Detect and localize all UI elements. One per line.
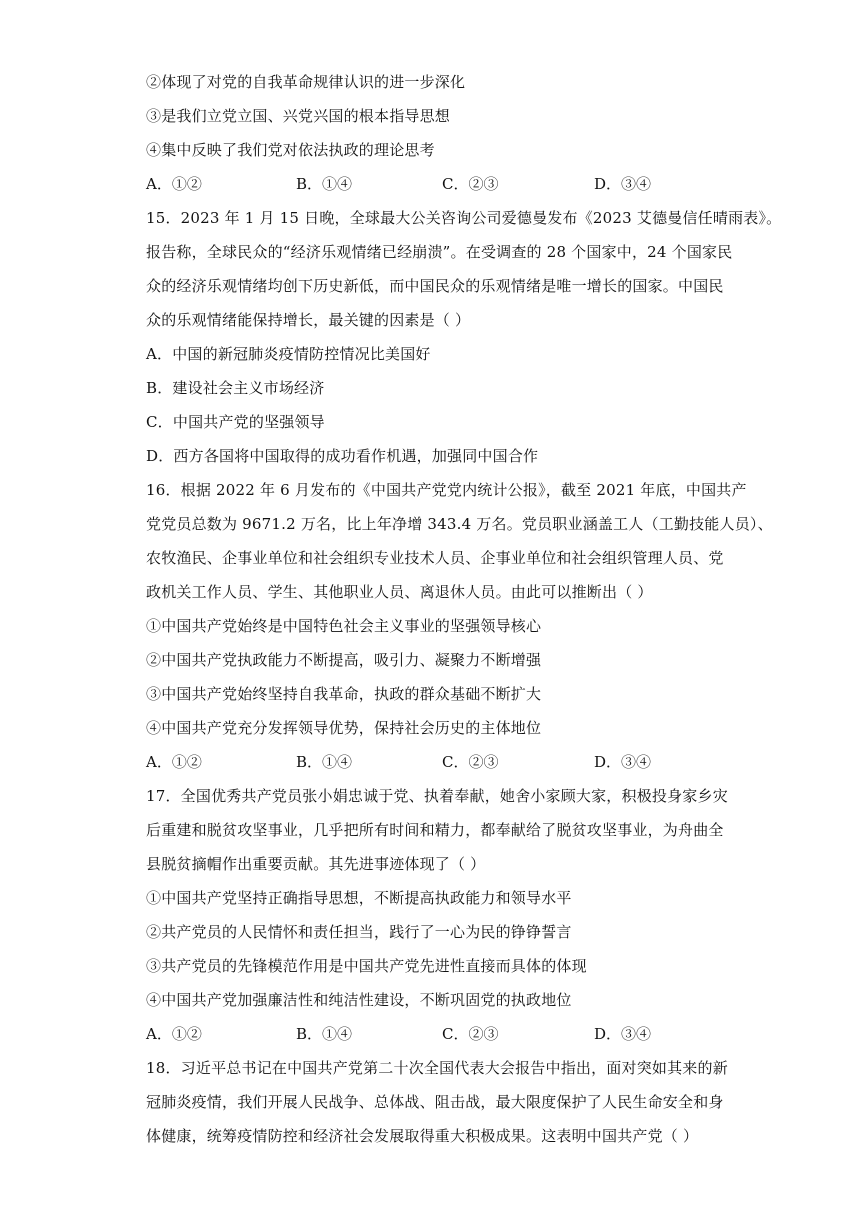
q16-stem-line-1: 16．根据 2022 年 6 月发布的《中国共产党党内统计公报》，截至 2021 年底，中国共产 [146, 481, 747, 499]
q16-option-b: B．①④ [296, 753, 353, 771]
q17-item-4: ④中国共产党加强廉洁性和纯洁性建设，不断巩固党的执政地位 [146, 991, 572, 1009]
q14-option-b: B．①④ [296, 175, 353, 193]
q16-stem-line-4: 政机关工作人员、学生、其他职业人员、离退休人员。由此可以推断出（ ） [146, 583, 653, 601]
q16-stem-line-2: 党党员总数为 9671.2 万名，比上年净增 343.4 万名。党员职业涵盖工人（工勤技能人员）、 [146, 515, 773, 533]
q17-stem-line-1: 17．全国优秀共产党员张小娟忠诚于党、执着奉献，她舍小家顾大家，积极投身家乡灾 [146, 787, 728, 805]
q16-stem-line-3: 农牧渔民、企事业单位和社会组织专业技术人员、企事业单位和社会组织管理人员、党 [146, 549, 724, 567]
q16-item-2: ②中国共产党执政能力不断提高，吸引力、凝聚力不断增强 [146, 651, 542, 669]
q14-item-3: ③是我们立党立国、兴党兴国的根本指导思想 [146, 107, 451, 125]
q16-item-1: ①中国共产党始终是中国特色社会主义事业的坚强领导核心 [146, 617, 542, 635]
q14-item-2: ②体现了对党的自我革命规律认识的进一步深化 [146, 73, 466, 91]
q17-option-c: C．②③ [442, 1025, 499, 1043]
q17-item-2: ②共产党员的人民情怀和责任担当，践行了一心为民的铮铮誓言 [146, 923, 572, 941]
q15-option-d: D．西方各国将中国取得的成功看作机遇，加强同中国合作 [146, 447, 539, 465]
q16-option-d: D．③④ [594, 753, 652, 771]
q18-stem-line-1: 18．习近平总书记在中国共产党第二十次全国代表大会报告中指出，面对突如其来的新 [146, 1059, 728, 1077]
q15-option-a: A．中国的新冠肺炎疫情防控情况比美国好 [146, 345, 431, 363]
q15-stem-line-2: 报告称，全球民众的“经济乐观情绪已经崩溃”。在受调查的 28 个国家中，24 个国家民 [146, 243, 733, 261]
q17-option-d: D．③④ [594, 1025, 652, 1043]
q15-option-b: B．建设社会主义市场经济 [146, 379, 325, 397]
q16-item-3: ③中国共产党始终坚持自我革命，执政的群众基础不断扩大 [146, 685, 542, 703]
q14-option-c: C．②③ [442, 175, 499, 193]
q17-option-a: A．①② [146, 1025, 202, 1043]
q15-option-c: C．中国共产党的坚强领导 [146, 413, 325, 431]
q16-item-4: ④中国共产党充分发挥领导优势，保持社会历史的主体地位 [146, 719, 542, 737]
q17-item-1: ①中国共产党坚持正确指导思想，不断提高执政能力和领导水平 [146, 889, 572, 907]
q17-option-b: B．①④ [296, 1025, 353, 1043]
q16-option-c: C．②③ [442, 753, 499, 771]
q17-stem-line-3: 县脱贫摘帽作出重要贡献。其先进事迹体现了（ ） [146, 855, 486, 873]
q14-item-4: ④集中反映了我们党对依法执政的理论思考 [146, 141, 435, 159]
q15-stem-line-1: 15．2023 年 1 月 15 日晚，全球最大公关咨询公司爱德曼发布《2023 艾德曼信任晴雨表》。 [146, 209, 782, 227]
q18-stem-line-3: 体健康，统筹疫情防控和经济社会发展取得重大积极成果。这表明中国共产党（ ） [146, 1127, 699, 1145]
q15-stem-line-3: 众的经济乐观情绪均创下历史新低，而中国民众的乐观情绪是唯一增长的国家。中国民 [146, 277, 724, 295]
q18-stem-line-2: 冠肺炎疫情，我们开展人民战争、总体战、阻击战，最大限度保护了人民生命安全和身 [146, 1093, 724, 1111]
q15-stem-line-4: 众的乐观情绪能保持增长，最关键的因素是（ ） [146, 311, 471, 329]
q17-item-3: ③共产党员的先锋模范作用是中国共产党先进性直接而具体的体现 [146, 957, 587, 975]
q17-stem-line-2: 后重建和脱贫攻坚事业，几乎把所有时间和精力，都奉献给了脱贫攻坚事业，为舟曲全 [146, 821, 724, 839]
q16-option-a: A．①② [146, 753, 202, 771]
q14-option-a: A．①② [146, 175, 202, 193]
q14-option-d: D．③④ [594, 175, 652, 193]
